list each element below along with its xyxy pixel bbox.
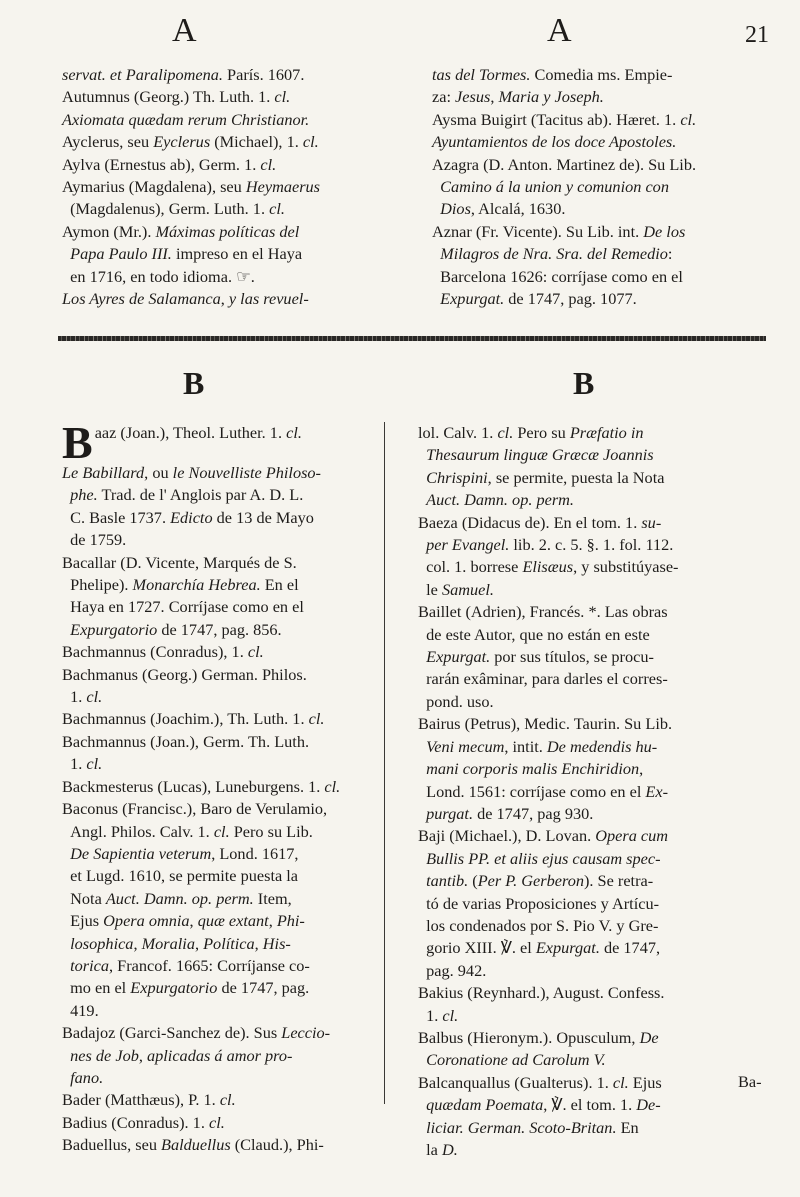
entry-line: Papa Paulo III. impreso en el Haya — [70, 244, 303, 264]
bottom-left-entries — [62, 462, 352, 1157]
entry-line: tó de varias Proposiciones y Artícu- — [418, 893, 660, 913]
entry-line: Azagra (D. Anton. Martinez de). Su Lib. — [432, 154, 697, 174]
entry-line: Aylva (Ernestus ab), Germ. 1. cl. — [62, 154, 277, 174]
entry-line: Axiomata quædam rerum Christianor. — [62, 109, 310, 129]
entry-line: 1. cl. — [418, 1005, 459, 1025]
entry-line: De Sapientia veterum, Lond. 1617, — [70, 843, 299, 863]
entry-line: tas del Tormes. Comedia ms. Empie- — [432, 65, 673, 84]
entry-line: Bader (Matthæus), P. 1. cl. — [62, 1090, 236, 1110]
entry-line: Badius (Conradus). 1. cl. — [62, 1112, 225, 1132]
entry-line: le Samuel. — [418, 579, 494, 599]
bottom-left-column — [62, 417, 352, 1157]
entry-line: Auct. Damn. op. perm. — [426, 490, 575, 510]
catchword: Ba- — [738, 1072, 762, 1091]
entry-line: Aymon (Mr.). Máximas políticas del — [62, 221, 300, 241]
entry-line: Balbus (Hieronym.). Opusculum, De — [418, 1027, 659, 1047]
entry-line: Bullis PP. et aliis ejus causam spec- — [426, 848, 661, 868]
entry-line: Baconus (Francisc.), Baro de Verulamio, — [62, 799, 328, 819]
entry-line: Aznar (Fr. Vicente). Su Lib. int. De los — [432, 221, 686, 241]
entry-line: Los Ayres de Salamanca, y las revuel- — [62, 289, 309, 309]
entry-line: Chrispini, se permite, puesta la Nota — [426, 467, 665, 487]
entry-line: Dios, Alcalá, 1630. — [440, 199, 566, 219]
entry-line: C. Basle 1737. Edicto de 13 de Mayo — [62, 507, 314, 527]
entry-line: de este Autor, que no están en este — [418, 624, 650, 644]
entry-line: nes de Job, aplicadas á amor pro- — [70, 1045, 293, 1065]
page-number: 21 — [745, 22, 769, 48]
entry-line: Expurgatorio de 1747, pag. 856. — [70, 619, 282, 639]
entry-line: phe. Trad. de l' Anglois par A. D. L. — [70, 485, 304, 505]
entry-line: Haya en 1727. Corríjase como en el — [62, 597, 304, 617]
entry-line: Balcanquallus (Gualterus). 1. cl. Ejus — [418, 1072, 662, 1092]
column-divider — [384, 422, 385, 1104]
entry-line: servat. et Paralipomena. París. 1607. — [62, 65, 305, 84]
entry-line: gorio XIII. ℣. el Expurgat. de 1747, — [418, 938, 661, 958]
entry-line: Baduellus, seu Balduellus (Claud.), Phi- — [62, 1135, 324, 1155]
top-left-column — [62, 64, 367, 310]
entry-line: et Lugd. 1610, se permite puesta la — [62, 866, 299, 886]
entry-line: Baji (Michael.), D. Lovan. Opera cum — [418, 826, 669, 846]
entry-line: rarán exâminar, para darles el corres- — [418, 669, 668, 689]
entry-line: Expurgat. de 1747, pag. 1077. — [440, 289, 637, 309]
entry-line: quædam Poemata, ℣. el tom. 1. De- — [426, 1095, 661, 1115]
entry-line: Autumnus (Georg.) Th. Luth. 1. cl. — [62, 87, 291, 107]
entry-line: los condenados por S. Pio V. y Gre- — [418, 915, 659, 935]
entry-line: 1. cl. — [62, 687, 103, 707]
entry-line: Angl. Philos. Calv. 1. cl. Pero su Lib. — [62, 821, 313, 841]
entry-line: Bakius (Reynhard.), August. Confess. — [418, 983, 665, 1003]
entry-line: mo en el Expurgatorio de 1747, pag. — [62, 978, 310, 998]
header-letter-right: A — [547, 12, 572, 49]
entry-line: Ayclerus, seu Eyclerus (Michael), 1. cl. — [62, 132, 319, 152]
entry-line: Milagros de Nra. Sra. del Remedio: — [440, 244, 673, 264]
bottom-right-column — [418, 422, 770, 1161]
entry-line: Bachmannus (Conradus), 1. cl. — [62, 642, 264, 662]
entry-line: fano. — [70, 1067, 104, 1087]
entry-line: col. 1. borrese Elisæus, y substitúyase- — [418, 557, 679, 577]
entry-line: Veni mecum, intit. De medendis hu- — [426, 736, 658, 756]
entry-line: la D. — [418, 1140, 458, 1159]
entry-line: Barcelona 1626: corríjase como en el — [432, 266, 683, 286]
entry-line: Badajoz (Garci-Sanchez de). Sus Leccio- — [62, 1023, 331, 1043]
entry-line: pag. 942. — [418, 960, 487, 980]
section-letter-left: B — [183, 365, 205, 401]
entry-line: Backmesterus (Lucas), Luneburgens. 1. cl. — [62, 776, 341, 796]
entry-line: za: Jesus, Maria y Joseph. — [432, 87, 604, 107]
entry-line: Baillet (Adrien), Francés. *. Las obras — [418, 602, 668, 622]
entry-line: pond. uso. — [418, 691, 494, 711]
entry-line: (Magdalenus), Germ. Luth. 1. cl. — [62, 199, 285, 219]
entry-line: Aysma Buigirt (Tacitus ab). Hæret. 1. cl. — [432, 109, 697, 129]
top-right-column — [432, 64, 762, 310]
section-letter-right: B — [573, 365, 595, 401]
entry-line: losophica, Moralia, Política, His- — [70, 933, 291, 953]
entry-line: Bacallar (D. Vicente, Marqués de S. — [62, 552, 297, 572]
entry-line: de 1759. — [62, 530, 127, 550]
entry-line: Lond. 1561: corríjase como en el Ex- — [418, 781, 669, 801]
entry-line: Bachmannus (Joachim.), Th. Luth. 1. cl. — [62, 709, 325, 729]
entry-line: en 1716, en todo idioma. ☞. — [62, 266, 255, 286]
section-rule — [58, 336, 766, 341]
entry-line: Expurgat. por sus títulos, se procu- — [426, 647, 654, 667]
entry-line: 419. — [62, 1000, 99, 1020]
entry-line: Thesaurum linguæ Græcæ Joannis — [426, 445, 654, 465]
header-letter-left: A — [172, 12, 197, 49]
entry-line: Coronatione ad Carolum V. — [426, 1050, 606, 1070]
entry-line: Phelipe). Monarchía Hebrea. En el — [62, 575, 299, 595]
entry-line: per Evangel. lib. 2. c. 5. §. 1. fol. 112. — [426, 535, 674, 555]
entry-line: torica, Francof. 1665: Corríjanse co- — [70, 955, 310, 975]
drop-cap: B — [62, 417, 93, 468]
entry-line: mani corporis malis Enchiridion, — [426, 759, 644, 779]
entry-line: Baeza (Didacus de). En el tom. 1. su- — [418, 512, 662, 532]
entry-line: Aymarius (Magdalena), seu Heymaerus — [62, 177, 321, 197]
entry-line: lol. Calv. 1. cl. Pero su Præfatio in — [418, 423, 644, 442]
entry-line: Le Babillard, ou le Nouvelliste Philoso- — [62, 463, 321, 482]
entry-line: Ayuntamientos de los doce Apostoles. — [432, 132, 677, 152]
entry-line: Bachmannus (Joan.), Germ. Th. Luth. — [62, 731, 310, 751]
entry-line: tantib. (Per P. Gerberon). Se retra- — [426, 871, 654, 891]
entry-line: 1. cl. — [62, 754, 103, 774]
entry-line: liciar. German. Scoto-Britan. En — [426, 1117, 639, 1137]
entry-line: Camino á la union y comunion con — [440, 177, 669, 197]
entry-line: Bairus (Petrus), Medic. Taurin. Su Lib. — [418, 714, 673, 734]
entry-line: Ejus Opera omnia, quæ extant, Phi- — [62, 911, 305, 931]
entry-line: aaz (Joan.), Theol. Luther. 1. cl. — [94, 423, 302, 442]
entry-line: Nota Auct. Damn. op. perm. Item, — [62, 888, 292, 908]
entry-line: purgat. de 1747, pag 930. — [426, 803, 594, 823]
entry-line: Bachmanus (Georg.) German. Philos. — [62, 664, 307, 684]
